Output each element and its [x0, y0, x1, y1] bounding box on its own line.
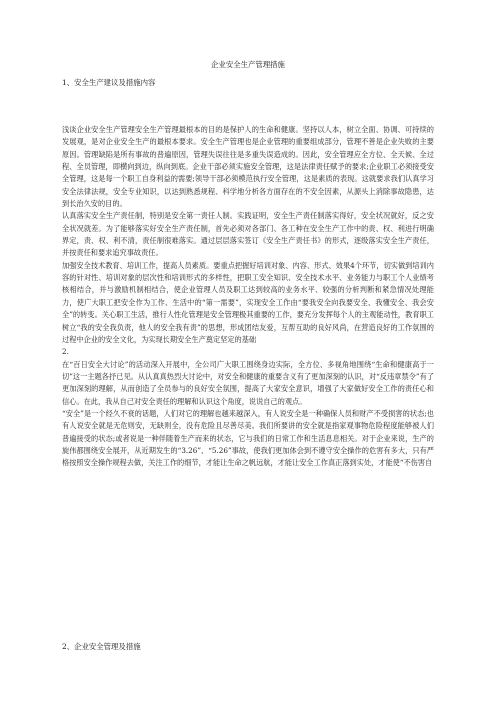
document-title: 企业安全生产管理措施: [211, 60, 285, 69]
section-heading-2: 2、企业安全管理及措施: [62, 642, 141, 651]
paragraph-training: 加强安全技术教育、培训工作，提高人员素质。要重点把握好培训对象、内容、形式、效果4个环节，切实做到培训内容的针对性、培训对象的层次性和培训形式的多样性，把职工安全知识、安全技术水平、业务能力与职工个人业绩考核相结合，并与激励机制相结合，使企业管理人员及职工达到较高的业务水平、较强的分析判断和紧急情况处理能力，使广大职工把安全作为工作、生活中的“第一需要”，实现安全工作由“要我安全向我要安全、我懂安全、我会安全”的转变。关心职工生活，推行人性化管理是安全管理极其重要的工作，要充分发挥每个人的主观能动性，教育职工树立“我的安全我负责，他人的安全我有责”的思想，形成团结友爱，互帮互助的良好风尚，在营造良好的工作氛围的过程中企业的安全文化，为实现长期安全生产奠定坚定的基础: [62, 260, 434, 344]
paragraph-safety-management: 浅谈企业安全生产管理安全生产管理最根本的目的是保护人的生命和健康。坚持以人本，树立全面、协调、可持续的发展观，是对企业安全生产的最根本要求。安全生产管理也是企业管理的重要组成部分，管理不善是企业失败的主要原因。管理缺陷是所有事故的普遍原因，管理失误往往是多重失误造成的。因此，安全管理应全方位、全天候、全过程、全员管理，即横向到边，纵向到底。企业干部必须实施安全管理，这是法律责任赋予的要求;企业职工必须接受安全管理，这是每一个职工自身利益的需要;领导干部必须模范执行安全管理，这是素质的表现。这就要求我们认真学习安全法律法规，安全专业知识，以达到熟悉规程、科学地分析各方面存在的不安全因素，从源头上消除事故隐患，达到长治久安的目的。: [62, 125, 434, 209]
paragraph-responsibility-system: 认真落实安全生产责任制，特别是安全第一责任人制。实践证明，安全生产责任制落实得好，安全状况就好，反之安全状况就差。为了能够落实好安全生产责任制，首先必须对各部门、各工种在安全生产工作中的责、权、利进行明确界定，责、权、利不清，责任制很难落实。通过层层落实签订《安全生产责任书》的形式，逐级落实安全生产责任，并按责任和要求追究事故责任。: [62, 211, 434, 258]
paragraph-discussion: 在“百日安全大讨论”的活动深入开展中，全公司广大职工围绕身边实际，全方位、多视角地围绕“生命和健康高于一切”这一主题各抒已见。从认真真热烈大讨论中，对安全和健康的重要含义有了更加深刻的认识，对“反违章禁令”有了更加深刻的理解，从而创造了全员参与的良好安全氛围，提高了大家安全意识，增强了大家做好安全工作的责任心和信心。在此，我从自己对安全责任的理解和认识这个角度，说说自己的观点。: [62, 359, 434, 406]
paragraph-number-2: 2.: [62, 347, 69, 357]
paragraph-safety-definition: “安全”是一个经久不衰的话题，人们对它的理解也越来越深入，有人说安全是一种确保人员和财产不受损害的状态;也有人说安全就是无危则安，无缺则全，没有危险且尽善尽美。我们所要讲的安全就是指家观事物危险程度能够被人们普遍接受的状态;或者说是一种伴随着生产而来的状态，它与我们的日常工作和生活息息相关。对于企业来说，生产的旋伟都围绕安全展开，从近期发生的“3.26”、“5.26”事故，使我们更加体会到不遵守安全操作的危害有多大，只有严格按照安全操作规程去做，关注工作的细节，才能让生命之帆远航，才能让安全工作真正落到实处，才能使“不伤害自: [62, 408, 434, 468]
section-heading-1: 1、安全生产建议及措施内容: [62, 78, 156, 87]
document-body: [62, 124, 434, 470]
